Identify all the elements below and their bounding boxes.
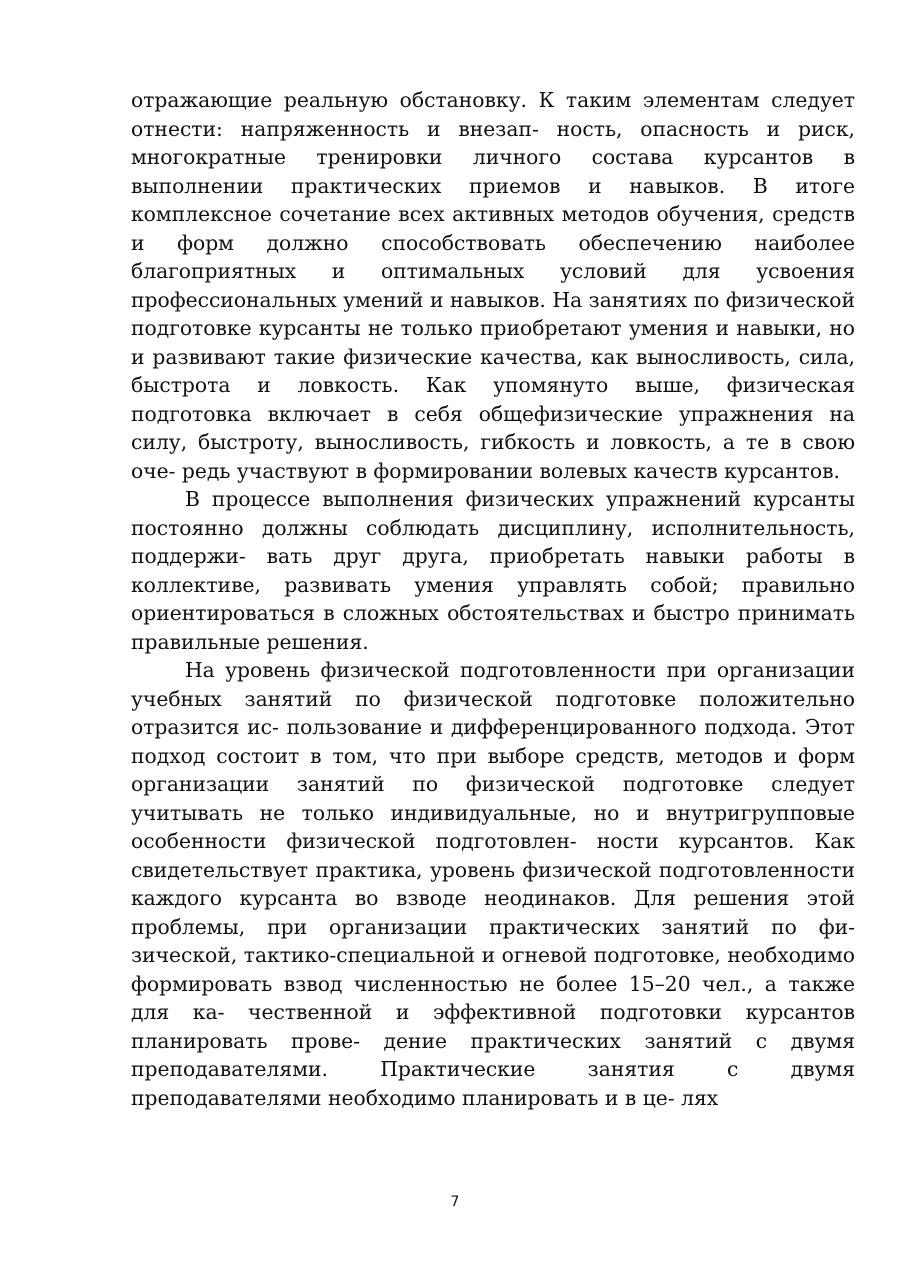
paragraph-1: отражающие реальную обстановку. К таким элементам следует отнести: напряженность и внезап- ность, опасность и риск, многократные тренировки личного состава курсантов в выполнении практических приемов и навыков. В итоге комплексное сочетание всех активных методов обучения, средств и форм должно способствовать обеспечению наиболее благоприятных и оптимальных условий для усвоения профессиональных умений и навыков. На занятиях по физической подготовке курсанты не только приобретают умения и навыки, но и развивают такие физические качества, как выносливость, сила, быстрота и ловкость. Как упомянуто выше, физическая подготовка включает в себя общефизические упражнения на силу, быстроту, выносливость, гибкость и ловкость, а те в свою оче- редь участвуют в формировании волевых качеств курсантов.	[131, 88, 855, 483]
paragraph-3: На уровень физической подготовленности при организации учебных занятий по физической подготовке положительно отразится ис- пользование и дифференцированного подхода. Этот подход состоит в том, что при выборе средств, методов и форм организации занятий по физической подготовке следует учитывать не только индивидуальные, но и внутригрупповые особенности физической подготовлен- ности курсантов. Как свидетельствует практика, уровень физической подготовленности каждого курсанта во взводе неодинаков. Для решения этой проблемы, при организации практических занятий по фи- зической, тактико-специальной и огневой подготовке, необходимо формировать взвод численностью не более 15–20 чел., а также для ка- чественной и эффективной подготовки курсантов планировать прове- дение практических занятий с двумя преподавателями. Практические занятия с двумя преподавателями необходимо планировать и в це- лях	[131, 658, 855, 1110]
page-number: 7	[450, 1194, 460, 1210]
paragraph-2: В процессе выполнения физических упражнений курсанты постоянно должны соблюдать дисциплину, исполнительность, поддержи- вать друг друга, приобретать навыки работы в коллективе, развивать умения управлять собой; правильно ориентироваться в сложных обстоятельствах и быстро принимать правильные решения.	[131, 487, 855, 654]
document-body	[131, 86, 855, 1112]
